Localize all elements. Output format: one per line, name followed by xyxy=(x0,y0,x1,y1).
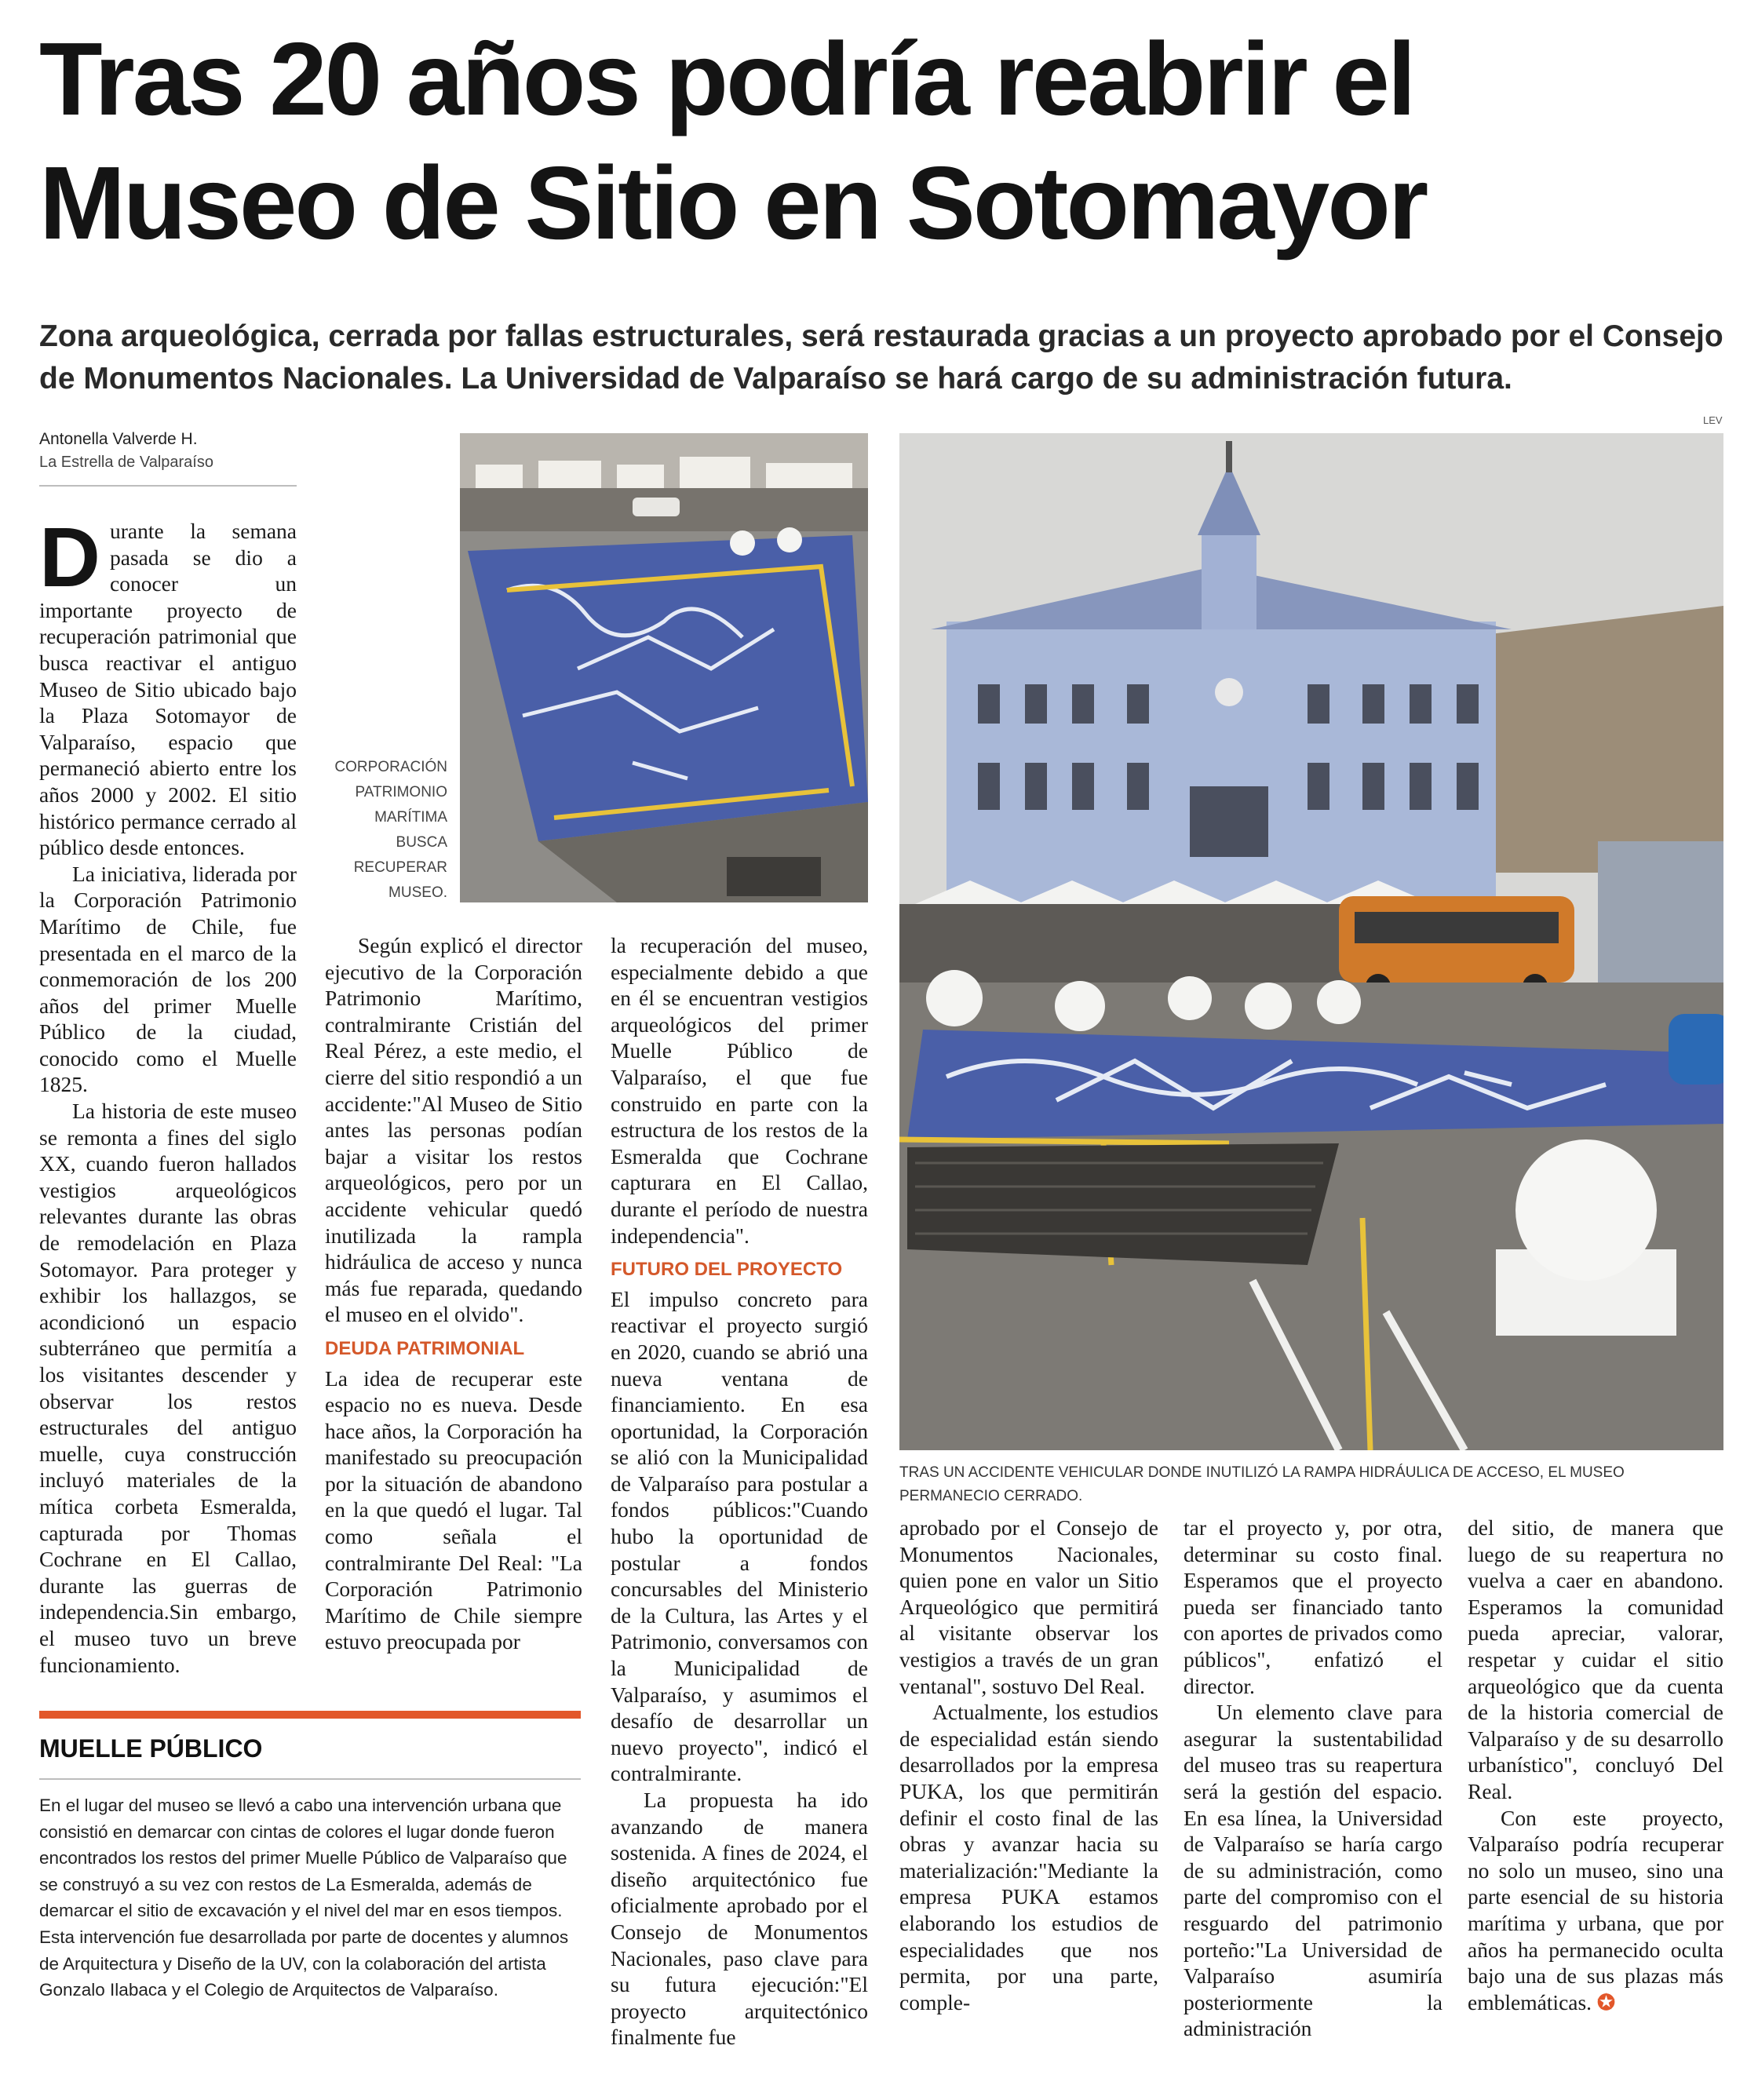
photo-small-caption: CORPORACIÓN PATRIMONIO MARÍTIMA BUSCA RECUPERAR MUSEO. xyxy=(334,759,447,901)
byline-rule xyxy=(39,485,297,487)
byline-author: Antonella Valverde H. xyxy=(39,430,198,448)
article-paragraph: aprobado por el Consejo de Monumentos Nacionales, quien pone en valor un Sitio Arqueológico que permitirá al visitante observar los vestigios a través de un gran ventanal", sostuvo Del Real. xyxy=(899,1515,1158,1698)
article-paragraph: Un elemento clave para asegurar la sustentabilidad del museo tras su reapertura será la gestión del espacio. En esa línea, la Universidad de Valparaíso se haría cargo de su administración, como parte del compromiso con el resguardo del patrimonio porteño:"La Universidad de Valparaíso asumiría posteriormente la administración xyxy=(1184,1700,1443,2041)
article-column-5 xyxy=(1184,1515,1443,2042)
article-column-2 xyxy=(325,932,582,1655)
drop-cap: D xyxy=(39,509,100,604)
photo-main-caption: TRAS UN ACCIDENTE VEHICULAR DONDE INUTILIZÓ LA RAMPA HIDRÁULICA DE ACCESO, EL MUSEO PERMANECIO CERRADO. xyxy=(899,1464,1625,1504)
sidebar-rule xyxy=(39,1778,581,1780)
article-paragraph xyxy=(1468,1805,1723,2016)
sidebar-accent-bar xyxy=(39,1711,581,1719)
article-paragraph: El impulso concreto para reactivar el proyecto surgió en 2020, cuando se abrió una nueva ventana de financiamiento. En esa oportunidad, la Corporación se alió con la Municipalidad de Valparaíso para postular a fondos públicos:"Cuando hubo la oportunidad de postular a fondos concursables del Ministerio de la Cultura, las Artes y el Patrimonio, conversamos con la Municipalidad de Valparaíso, y asumimos el desafío de desarrollar un nuevo proyecto", indicó el contralmirante. xyxy=(611,1286,868,1786)
photo-credit: LEV xyxy=(1703,414,1723,426)
article-paragraph-text: urante la semana pasada se dio a conocer un importante proyecto de recuperación patrimonial que busca reactivar el antiguo Museo de Sitio ubicado bajo la Plaza Sotomayor de Valparaíso, espacio que permaneció abierto entre los años 2000 y 2002. El sitio histórico permance cerrado al público desde entonces. xyxy=(39,519,297,860)
article-paragraph: La iniciativa, liderada por la Corporación Patrimonio Marítimo de Chile, fue presentada en el marco de la conmemoración de los 200 años del primer Muelle Público de la ciudad, conocido como el Muelle 1825. xyxy=(39,861,297,1097)
article-column-1 xyxy=(39,509,297,1678)
section-heading-deuda: DEUDA PATRIMONIAL xyxy=(325,1337,525,1359)
photo-main xyxy=(899,433,1723,1450)
article-paragraph: del sitio, de manera que luego de su reapertura no vuelva a caer en abandono. Esperamos la comunidad pueda apreciar, valorar, respetar y cuidar el sitio arqueológico que da cuenta de la historia comercial de Valparaíso y de su desarrollo urbanístico", concluyó Del Real. xyxy=(1468,1515,1723,1803)
article-paragraph: Según explicó el director ejecutivo de la Corporación Patrimonio Marítimo, contralmirante Cristián del Real Pérez, a este medio, el cierre del sitio respondió a un accidente:"Al Museo de Sitio antes las personas podían bajar a visitar los restos arqueológicos, pero por un accidente vehicular quedó inutilizada la rampla hidráulica de acceso y nunca más fue reparada, quedando el museo en el olvido". xyxy=(325,933,582,1327)
article-column-4 xyxy=(899,1515,1158,2015)
article-paragraph: la recuperación del museo, especialmente debido a que en él se encuentran vestigios arqueológicos del primer Muelle Público de Valparaíso, el que fue construido en parte con la estructura de los restos de la Esmeralda que Cochrane capturara en El Callao, durante el período de nuestra independencia". xyxy=(611,933,868,1248)
subheadline: Zona arqueológica, cerrada por fallas estructurales, será restaurada gracias a un proyecto aprobado por el Consejo de Monumentos Nacionales. La Universidad de Valparaíso se hará cargo de su administración futura. xyxy=(39,319,1723,396)
photo-small-illustration xyxy=(460,433,868,902)
sidebar-text: En el lugar del museo se llevó a cabo una intervención urbana que consistió en demarcar con cintas de colores el lugar donde fueron encontrados los restos del primer Muelle Público de Valparaíso que se construyó a su vez con restos de La Esmeralda, además de demarcar el sitio de excavación y el nivel del mar en esos tiempos. Esta intervención fue desarrollada por parte de docentes y alumnos de Arquitectura y Diseño de la UV, con la colaboración del artista Gonzalo Ilabaca y el Colegio de Arquitectos de Valparaíso. xyxy=(39,1796,569,2000)
byline-outlet: La Estrella de Valparaíso xyxy=(39,454,213,471)
article-paragraph: La propuesta ha ido avanzando de manera sostenida. A fines de 2024, el diseño arquitectónico fue oficialmente aprobado por el Consejo de Monumentos Nacionales, paso clave para su futura ejecución:"El proyecto arquitectónico finalmente fue xyxy=(611,1788,868,2050)
article-paragraph-text: Con este proyecto, Valparaíso podría recuperar no solo un museo, sino una parte esencial de su historia marítima y urbana, que por años ha permanecido oculta bajo una de sus plazas más emblemáticas. xyxy=(1468,1805,1723,2014)
article-paragraph: tar el proyecto y, por otra, determinar su costo final. Esperamos que el proyecto pueda ser financiado tanto con aportes de privados como públicos", enfatizó el director. xyxy=(1184,1515,1443,1698)
article-paragraph: La historia de este museo se remonta a fines del siglo XX, cuando fueron hallados vestigios arqueológicos relevantes durante las obras de remodelación en Plaza Sotomayor. Para proteger y exhibir los hallazgos, se acondicionó un espacio subterráneo que permitía a los visitantes descender y observar los restos estructurales del antiguo muelle, cuya construcción incluyó materiales de la mítica corbeta Esmeralda, capturada por Thomas Cochrane en El Callao, durante las guerras de independencia.Sin embargo, el museo tuvo un breve funcionamiento. xyxy=(39,1099,297,1677)
section-heading-futuro: FUTURO DEL PROYECTO xyxy=(611,1259,843,1281)
article-column-3 xyxy=(611,932,868,2051)
article-paragraph xyxy=(39,509,297,861)
article-column-6 xyxy=(1468,1515,1723,2015)
photo-main-illustration xyxy=(899,433,1723,1450)
article-paragraph: Actualmente, los estudios de especialidad están siendo desarrollados por la empresa PUKA, los que permitirán definir el costo final de las obras y avanzar hacia su materialización:"Mediante la empresa PUKA estamos elaborando los estudios de especialidades que nos permita, por una parte, comple- xyxy=(899,1700,1158,2014)
headline: Tras 20 años podría reabrir el Museo de Sitio en Sotomayor xyxy=(39,21,1427,261)
sidebar-title: MUELLE PÚBLICO xyxy=(39,1734,263,1763)
article-paragraph: La idea de recuperar este espacio no es nueva. Desde hace años, la Corporación ha manifestado su preocupación por la situación de abandono en la que quedó el lugar. Tal como señala el contralmirante Del Real: "La Corporación Patrimonio Marítimo de Chile siempre estuvo preocupada por xyxy=(325,1365,582,1654)
photo-small xyxy=(460,433,868,902)
end-of-article-icon: ✪ xyxy=(1596,1989,1615,2014)
